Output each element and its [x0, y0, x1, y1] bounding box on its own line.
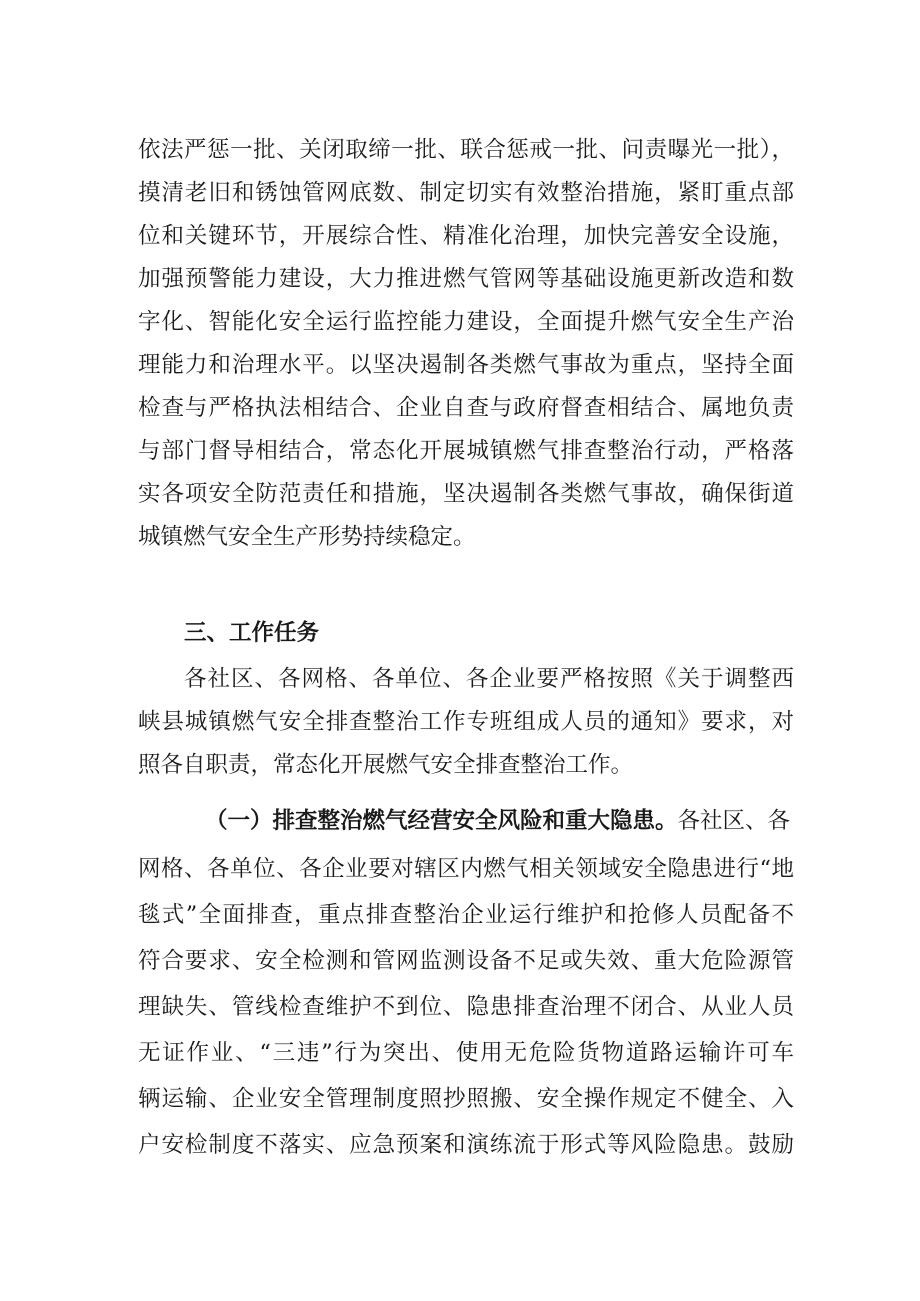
text-line: 符合要求、安全检测和管网监测设备不足或失效、重大危险源管	[138, 948, 794, 974]
text-line: 位和关键环节，开展综合性、精准化治理，加快完善安全设施，	[138, 223, 794, 249]
subsection-title-continuation: 各社区、各	[677, 808, 791, 834]
section-heading: 三、工作任务	[184, 620, 320, 646]
text-line: 摸清老旧和锈蚀管网底数、制定切实有效整治措施，紧盯重点部	[138, 180, 794, 206]
text-line: 峡县城镇燃气安全排查整治工作专班组成人员的通知》要求，对	[138, 709, 794, 735]
text-line: 毯式”全面排查，重点排查整治企业运行维护和抢修人员配备不	[138, 902, 794, 928]
text-line: 城镇燃气安全生产形势持续稳定。	[138, 524, 476, 550]
text-line: 依法严惩一批、关闭取缔一批、联合惩戒一批、问责曝光一批），	[138, 137, 794, 163]
subsection-first-line	[205, 801, 794, 841]
text-line: 各社区、各网格、各单位、各企业要严格按照《关于调整西	[184, 666, 794, 692]
text-line: 户安检制度不落实、应急预案和演练流于形式等风险隐患。鼓励	[138, 1132, 794, 1158]
text-line: 与部门督导相结合，常态化开展城镇燃气排查整治行动，严格落	[138, 438, 794, 464]
text-line: 字化、智能化安全运行监控能力建设，全面提升燃气安全生产治	[138, 309, 794, 335]
subsection-title: （一）排查整治燃气经营安全风险和重大隐患。	[205, 808, 678, 834]
text-line: 实各项安全防范责任和措施，坚决遏制各类燃气事故，确保街道	[138, 481, 794, 507]
text-line: 理缺失、管线检查维护不到位、隐患排查治理不闭合、从业人员	[138, 994, 794, 1020]
text-line: 照各自职责，常态化开展燃气安全排查整治工作。	[138, 752, 634, 778]
text-line: 网格、各单位、各企业要对辖区内燃气相关领域安全隐患进行“地	[138, 856, 794, 882]
text-line: 检查与严格执法相结合、企业自查与政府督查相结合、属地负责	[138, 395, 794, 421]
text-line: 辆运输、企业安全管理制度照抄照搬、安全操作规定不健全、入	[138, 1086, 794, 1112]
text-line: 无证作业、“三违”行为突出、使用无危险货物道路运输许可车	[138, 1040, 794, 1066]
text-line: 加强预警能力建设，大力推进燃气管网等基础设施更新改造和数	[138, 266, 794, 292]
text-line: 理能力和治理水平。以坚决遏制各类燃气事故为重点，坚持全面	[138, 352, 794, 378]
